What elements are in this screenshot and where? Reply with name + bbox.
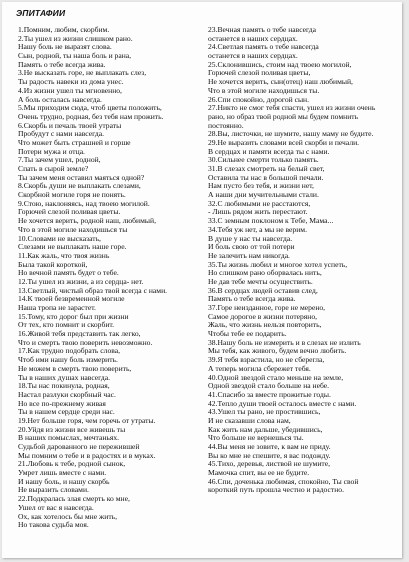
epitaph-line: Потери мужа и отца. <box>18 146 85 156</box>
epitaph-line: Ты в наших душах навсегда. <box>18 372 111 382</box>
epitaph-line: Ты в нашем сердце среди нас. <box>18 407 115 417</box>
epitaph-line: 33.С земным поклоном к Тебе, Мама... <box>208 216 334 226</box>
epitaph-line: рано, но образ твой родной мы будем помнить <box>208 111 359 121</box>
epitaph-line: И не сказавши слова нам, <box>208 415 291 425</box>
epitaph-line: Горючей слезой поливая цветы, <box>208 68 311 78</box>
epitaph-line: Чтобы тебе ее подарить. <box>208 329 287 339</box>
epitaph-line: 45.Тихо, деревья, листвой не шумите, <box>208 459 331 469</box>
epitaph-line: останется в наших сердцах. <box>208 51 298 61</box>
epitaph-line: 23.Вечная память о тебе навсегда <box>208 25 316 34</box>
epitaph-line: 42.Тепло души твоей осталось вместе с нами. <box>208 398 357 408</box>
epitaph-line: Умрет лишь вместе с нами. <box>18 468 107 478</box>
epitaph-line: И боль свою от той потери <box>208 242 295 252</box>
epitaph-line: 20.Уйдя из жизни все живешь ты <box>18 424 126 434</box>
epitaph-line: Что может быть страшней и горше <box>18 137 131 147</box>
epitaph-line: Но все по-прежнему живая <box>18 398 106 408</box>
epitaph-line: Наша тропа не зарастет. <box>18 303 96 312</box>
epitaph-line: Но вечной память будет о тебе. <box>18 268 119 278</box>
epitaph-line: А боль осталась навсегда. <box>18 94 102 104</box>
epitaph-line: Мы тебя, как живого, будем вечно любить. <box>208 346 347 356</box>
epitaph-line: 13.Светлый, чистый образ твой всегда с нами. <box>18 285 168 295</box>
epitaph-line: Память о тебе всегда жива. <box>18 59 106 69</box>
epitaph-line: 18.Ты нас покинула, родная, <box>18 381 110 391</box>
epitaph-line: короткий путь прошла честно и радостно. <box>208 485 344 495</box>
epitaph-line: останется в наших сердцах. <box>208 33 298 43</box>
epitaph-line: Мамочка спит, вы ее не будите. <box>208 468 310 478</box>
epitaph-line: 1.Помним, любим, скорбим. <box>18 25 110 34</box>
epitaph-line: Ох, как хотелось бы мне жить, <box>18 511 118 521</box>
epitaph-line: 27.Никто не смог тебя спасти, ушел из жизни очень <box>208 103 376 113</box>
epitaph-line: 17.Как трудно подобрать слова, <box>18 346 120 356</box>
epitaph-line: 6.Скорбь и печаль твоей утраты <box>18 120 122 130</box>
epitaph-line: 16.Живой тебя представить так легко, <box>18 329 141 339</box>
epitaph-line: Была такой короткой, <box>18 259 88 269</box>
epitaph-line: 43.Ушел ты рано, не простившись, <box>208 407 321 417</box>
epitaph-line: 14.К твоей безвременной могиле <box>18 294 125 304</box>
epitaph-line: Что в этой могиле находишься ты <box>18 224 128 234</box>
epitaph-line: Слезами не выплакать наше горе. <box>18 242 127 252</box>
epitaph-line: 12.Ты ушел из жизни, а из сердца- нет. <box>18 276 144 286</box>
epitaph-line: 10.Словами не высказать, <box>18 233 101 243</box>
epitaph-line: 39.Я тебя взрастила, но не сберегла, <box>208 355 325 365</box>
epitaph-line: Не залечить нам никогда. <box>208 250 290 260</box>
epitaph-line: Ушел от вас я навсегда. <box>18 502 94 512</box>
epitaph-line: В сердцах и памяти всегда ты с нами. <box>208 146 330 156</box>
epitaph-line: Самое дорогое в жизни потеряно, <box>208 311 318 321</box>
epitaph-line: постоянно. <box>208 120 244 130</box>
epitaph-line: 25.Склонившись, стоим над твоею могилой, <box>208 59 352 69</box>
epitaph-line: 19.Нет больше горя, чем горечь от утраты. <box>18 415 156 425</box>
epitaph-line: Но такова судьба моя. <box>18 520 89 530</box>
epitaph-line: 9.Стою, наклоняясь, над твоею могилой. <box>18 198 150 208</box>
epitaph-line: Нам пусто без тебя, и жизни нет, <box>208 181 314 191</box>
epitaph-line: 15.Тому, кто дорог был при жизни <box>18 311 129 321</box>
epitaph-line: Но слишком рано оборвалась нить, <box>208 268 322 278</box>
epitaph-line: В наших помыслах, мечтаньях. <box>18 433 120 443</box>
page-title: ЭПИТАФИИ <box>16 8 66 18</box>
epitaph-line: 28.Вы, листочки, не шумите, нашу маму не будите. <box>208 129 374 139</box>
epitaph-line: 5.Мы приходим сюда, чтоб цветы положить, <box>18 103 162 113</box>
epitaph-line: Пробудут с нами навсегда. <box>18 129 104 139</box>
epitaph-line: Не можем в смерть твою поверить, <box>18 363 132 373</box>
epitaph-line: От тех, кто помнит и скорбит. <box>18 320 115 330</box>
epitaph-line: 34.Тебя уж нет, а мы не верим. <box>208 224 307 234</box>
epitaph-line: Не дав тебе мечты осуществить. <box>208 276 313 286</box>
epitaph-line: И нашу боль, и нашу скорбь <box>18 476 110 486</box>
epitaph-line: Судьбой дарованного не пережившей <box>18 442 140 451</box>
epitaph-line: 11.Как жаль, что твоя жизнь <box>18 250 110 260</box>
epitaph-line: Что больше не вернешься ты. <box>208 433 304 443</box>
epitaph-line: Ты радость навеки из дома унес. <box>18 77 124 87</box>
epitaph-line: 40.Одной звездой стало меньше на земле, <box>208 372 344 382</box>
epitaph-line: 38.Нашу боль не измерить и в слезах не излить <box>208 337 361 347</box>
epitaph-line: Ты зачем меня оставил маяться одной? <box>18 172 145 182</box>
epitaph-line: Настал разлуки скорбный час. <box>18 389 116 399</box>
epitaph-line: 29.Не выразить словами всей скорби и печали. <box>208 137 360 147</box>
epitaph-line: 30.Сильнее смерти только память. <box>208 155 319 165</box>
epitaph-line: А наши дни мучительными стали. <box>208 190 319 200</box>
epitaph-line: Спать в сырой земле? <box>18 164 89 173</box>
epitaph-line: Не хочется верить, родной наш, любимый, <box>18 216 156 226</box>
epitaph-line: Одной звездой стало больше на небе. <box>208 381 329 391</box>
epitaph-line: Чтоб ими нашу боль измерить. <box>18 355 118 365</box>
epitaph-line: Как жить нам дальше, убедившись, <box>208 424 323 434</box>
epitaph-line: 21.Любовь к тебе, родной сынок, <box>18 459 126 469</box>
epitaph-line: 41.Спасибо за вместе прожитые годы. <box>208 389 331 399</box>
epitaph-line: Оставила ты нас в большой печали. <box>208 172 324 182</box>
epitaph-line: 32.С любимыми не расстаются, <box>208 198 311 208</box>
epitaph-line: Не хочется верить, сын(отец) наш любимый, <box>208 77 353 87</box>
epitaph-line: 46.Спи, доченька любимая, спокойно, Ты свой <box>208 476 359 486</box>
epitaph-line: Горючей слезой поливая цветы. <box>18 207 121 217</box>
epitaph-line: 7.Ты зачем ушел, родной, <box>18 155 101 165</box>
epitaph-line: - Лишь рядом жить перестают. <box>208 207 308 217</box>
epitaph-line: 24.Светлая память о тебе навсегда <box>208 42 319 52</box>
epitaph-line: Не выразить словами. <box>18 485 89 495</box>
epitaph-line: 35.Ты жизнь любил и многое хотел успеть, <box>208 259 348 269</box>
epitaph-line: Память о тебе всегда жива. <box>208 294 296 304</box>
right-column <box>208 26 400 495</box>
epitaph-line: 26.Спи спокойно, дорогой сын. <box>208 94 310 104</box>
epitaph-line: Вы ко мне не спешите, я вас подожду. <box>208 450 331 460</box>
epitaph-line: 36.В сердцах людей оставив след, <box>208 285 318 295</box>
epitaph-line: 3.Не высказать горе, не выплакать слез, <box>18 68 147 78</box>
epitaph-line: Что в этой могиле находишься ты. <box>208 85 320 95</box>
epitaph-line: 37.Горе неизданное, горе не мерено, <box>208 303 326 312</box>
epitaph-line: Мы помним о тебе и в радостях и в муках. <box>18 450 156 460</box>
epitaph-line: Очень трудно, родная, без тебя нам прожить. <box>18 111 164 121</box>
epitaph-line: А теперь могила сбережет тебя. <box>208 363 311 373</box>
epitaph-line: 2.Ты ушел из жизни слишком рано. <box>18 33 133 43</box>
epitaph-line: 4.Из жизни ушел ты мгновенно, <box>18 85 122 95</box>
epitaph-line: Нашу боль не выразят слова. <box>18 42 112 52</box>
epitaph-line: 22.Подкралась злая смерть ко мне, <box>18 494 130 504</box>
epitaph-line: Сын, родной, ты наша боль и рана, <box>18 51 132 61</box>
document-page <box>2 2 402 558</box>
left-column <box>18 26 206 530</box>
epitaph-line: Скорбной могиле горя не понять. <box>18 190 126 200</box>
epitaph-line: Что и смерть твою поверить невозможно. <box>18 337 153 347</box>
epitaph-line: В душе у нас ты навсегда. <box>208 233 293 243</box>
epitaph-line: 8.Скорбь души не выплакать слезами, <box>18 181 141 191</box>
epitaph-line: Жаль, что жизнь нельзя повторить, <box>208 320 322 330</box>
epitaph-line: 31.В слезах смотреть на белый свет, <box>208 164 325 173</box>
epitaph-line: 44.Вы меня не зовите, к вам не приду. <box>208 442 331 451</box>
